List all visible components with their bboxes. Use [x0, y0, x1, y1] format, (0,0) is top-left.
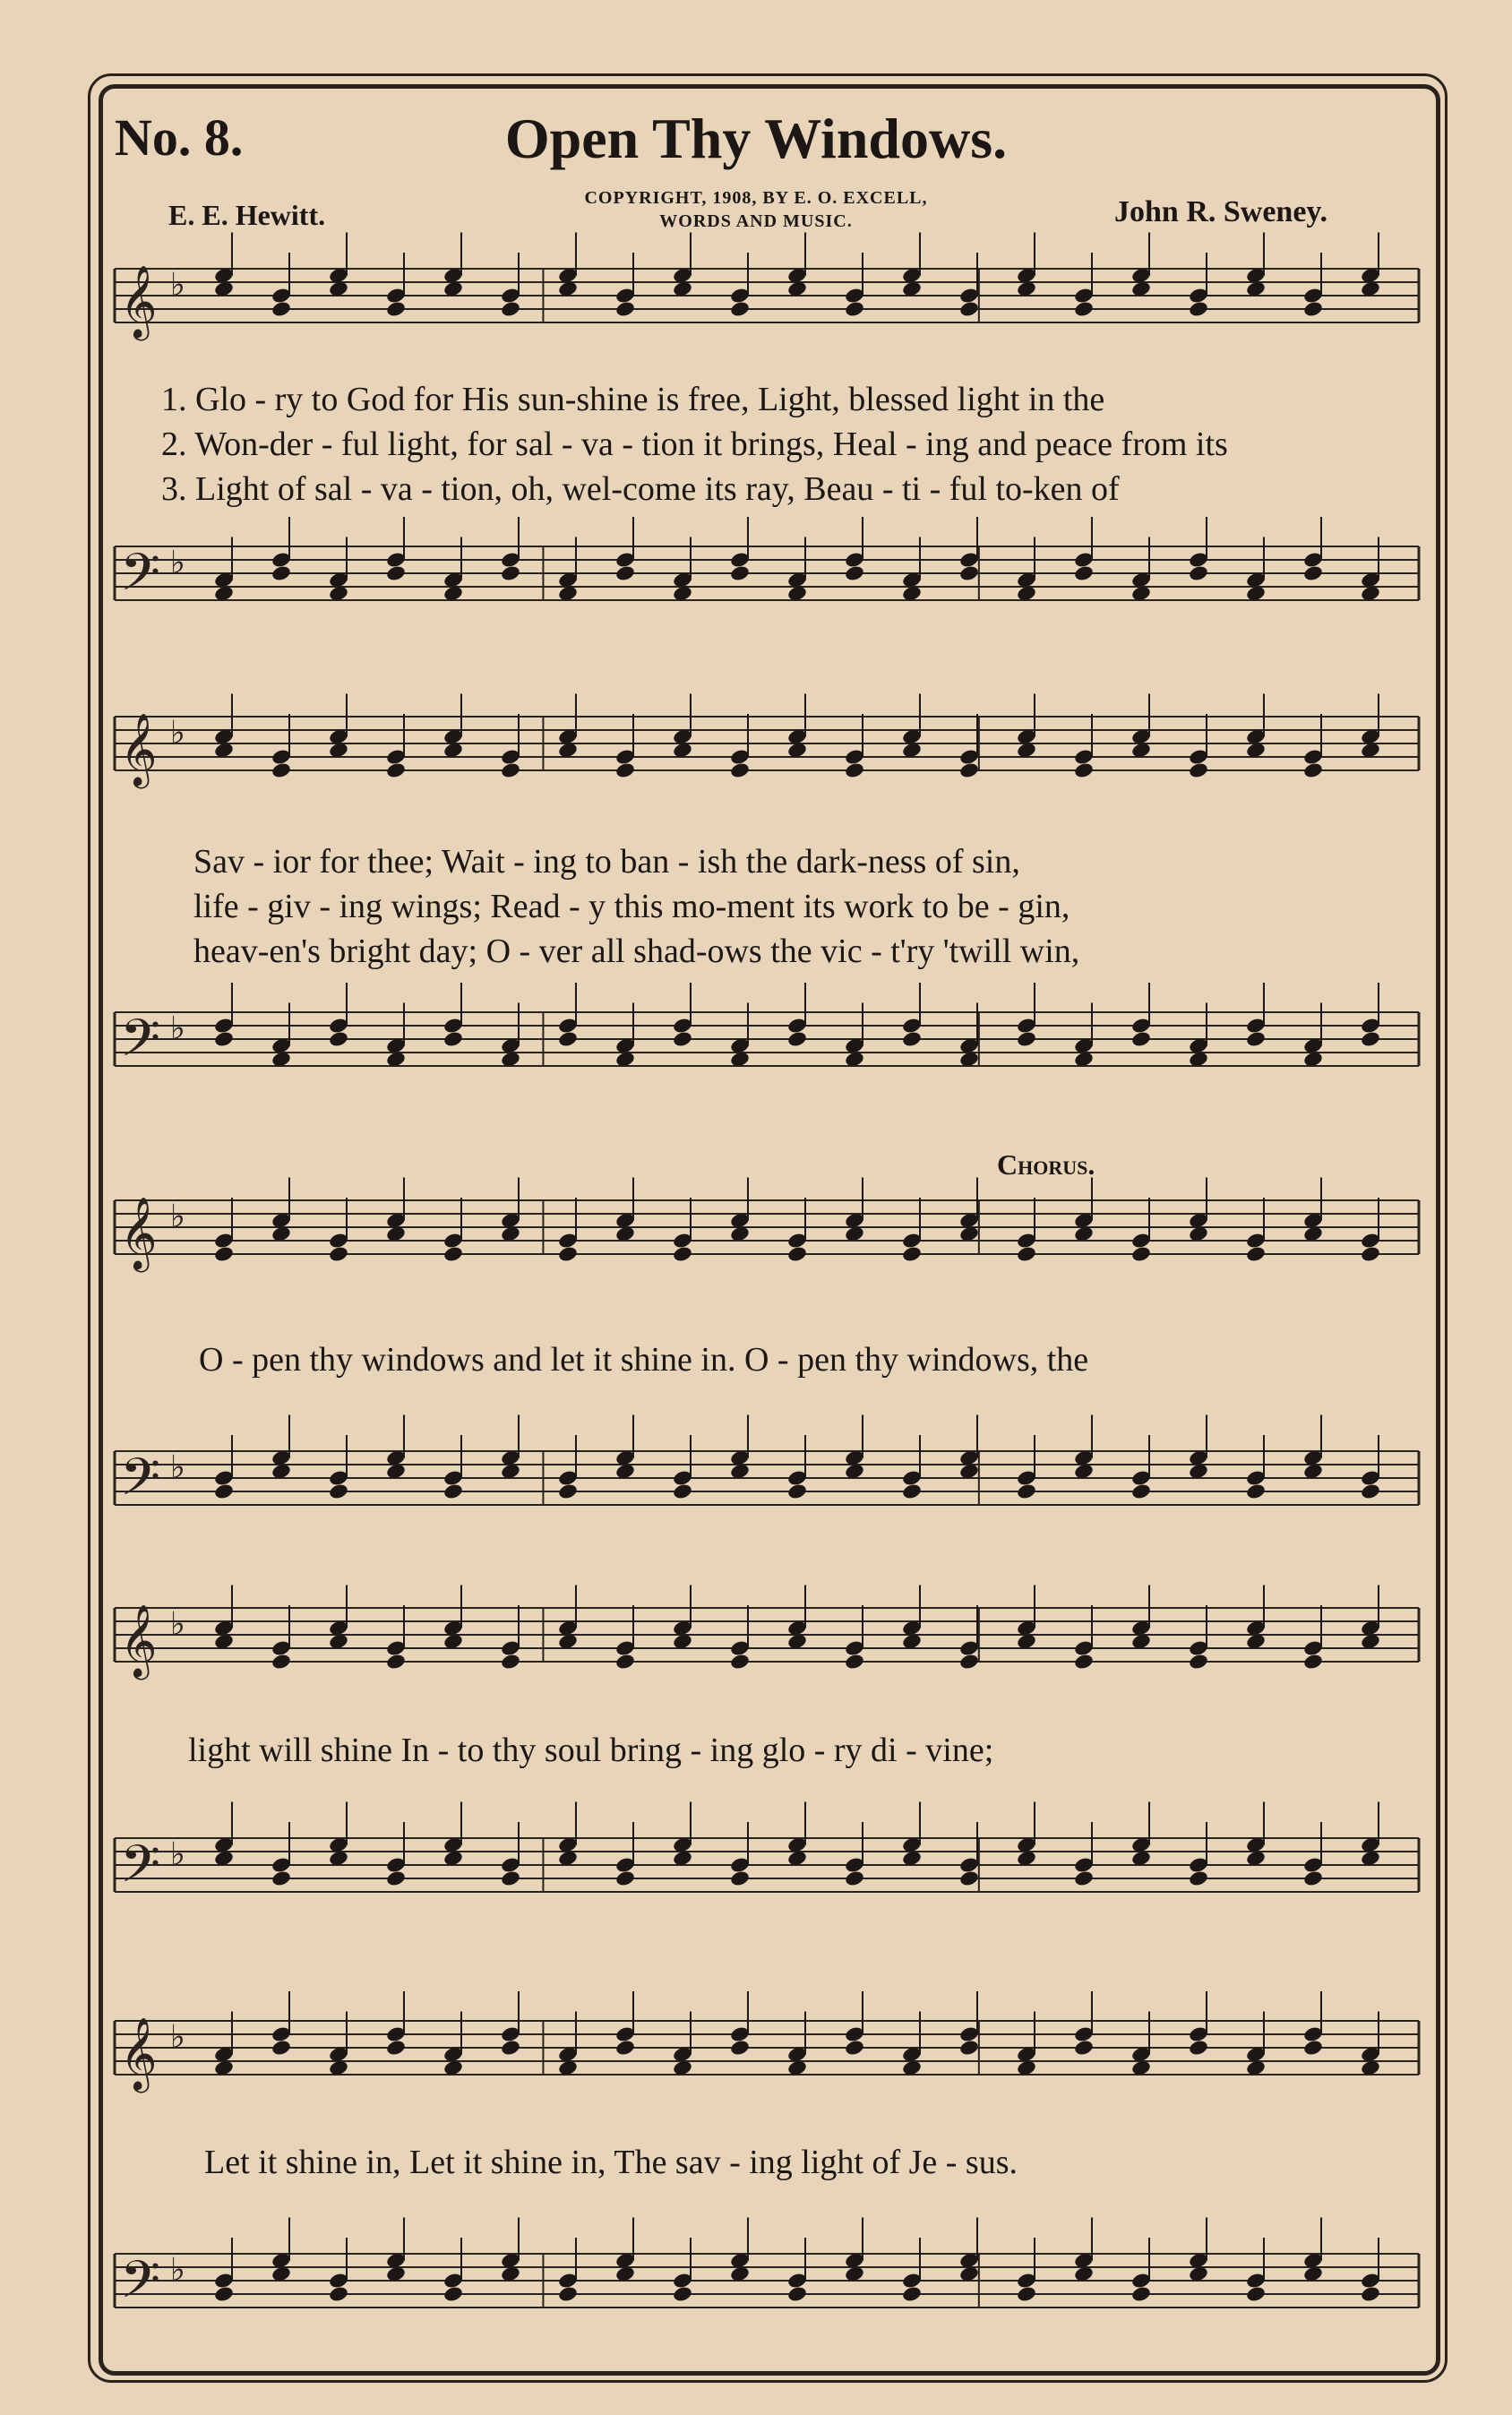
- notehead: [1073, 761, 1095, 779]
- staff-treble-1: [107, 251, 1428, 385]
- notehead: [1245, 1030, 1267, 1048]
- notehead: [385, 564, 407, 582]
- notehead: [1130, 2285, 1152, 2303]
- notehead: [958, 1869, 980, 1887]
- notehead: [500, 1653, 521, 1671]
- notehead: [614, 761, 636, 779]
- treble-clef-icon: 𝄞: [120, 2016, 158, 2090]
- notehead: [557, 1483, 579, 1500]
- notehead: [1073, 1653, 1095, 1671]
- notehead: [672, 1245, 693, 1263]
- key-signature-flat-icon: ♭: [170, 715, 185, 752]
- notehead: [786, 1245, 808, 1263]
- notehead: [1302, 761, 1324, 779]
- notehead: [729, 761, 751, 779]
- notehead: [1302, 1869, 1324, 1887]
- bass-clef-icon: 𝄢: [120, 542, 161, 615]
- treble-clef-icon: 𝄞: [120, 264, 158, 338]
- notehead: [1130, 1245, 1152, 1263]
- notehead: [844, 1869, 865, 1887]
- notehead: [729, 300, 751, 318]
- notehead: [557, 1030, 579, 1048]
- lyric-chorus-line3: Let it shine in, Let it shine in, The sav - ing light of Je - sus.: [204, 2144, 1018, 2181]
- notehead: [1016, 1245, 1037, 1263]
- bass-clef-icon: 𝄢: [120, 2249, 161, 2323]
- notehead: [1302, 300, 1324, 318]
- notehead: [614, 1653, 636, 1671]
- bass-clef-icon: 𝄢: [120, 1008, 161, 1081]
- notehead: [672, 1483, 693, 1500]
- notehead: [1245, 2285, 1267, 2303]
- notehead: [1188, 2039, 1209, 2057]
- notehead: [901, 1030, 923, 1048]
- notehead: [614, 300, 636, 318]
- notehead: [442, 1245, 464, 1263]
- notehead: [271, 761, 292, 779]
- copyright-notice: [0, 186, 1512, 233]
- composer-credit: John R. Sweney.: [1114, 195, 1328, 228]
- notehead: [271, 300, 292, 318]
- notehead: [1130, 1030, 1152, 1048]
- staff-bass-5: [107, 2236, 1428, 2370]
- treble-clef-icon: 𝄞: [120, 1603, 158, 1677]
- notehead: [442, 1483, 464, 1500]
- treble-clef-icon: 𝄞: [120, 712, 158, 786]
- lyric-verse2-line1: 2. Won-der - ful light, for sal - va - tion it brings, Heal - ing and peace from its: [161, 425, 1228, 463]
- copyright-line-2: WORDS AND MUSIC.: [659, 211, 853, 231]
- notehead: [213, 1030, 235, 1048]
- notehead: [958, 564, 980, 582]
- notehead: [1188, 1869, 1209, 1887]
- lyric-verse1-line1: 1. Glo - ry to God for His sun-shine is free, Light, blessed light in the: [161, 381, 1105, 418]
- notehead: [958, 2039, 980, 2057]
- lyric-chorus-line2: light will shine In - to thy soul bring - ing glo - ry di - vine;: [188, 1732, 994, 1769]
- lyric-chorus-line1: O - pen thy windows and let it shine in. O - pen thy windows, the: [199, 1341, 1089, 1379]
- staff-treble-2: [107, 699, 1428, 833]
- notehead: [213, 1245, 235, 1263]
- notehead: [1245, 1483, 1267, 1500]
- notehead: [1360, 1483, 1381, 1500]
- notehead: [213, 1483, 235, 1500]
- notehead: [385, 2039, 407, 2057]
- notehead: [500, 564, 521, 582]
- notehead: [271, 2039, 292, 2057]
- notehead: [901, 2285, 923, 2303]
- notehead: [1073, 300, 1095, 318]
- lyric-verse3-line2: heav-en's bright day; O - ver all shad-ows the vic - t'ry 'twill win,: [193, 932, 1080, 970]
- hymn-number: No. 8.: [115, 108, 244, 167]
- notehead: [844, 761, 865, 779]
- lyric-verse3-line1: 3. Light of sal - va - tion, oh, wel-come its ray, Beau - ti - ful to-ken of: [161, 470, 1120, 508]
- notehead: [442, 2285, 464, 2303]
- notehead: [1302, 1653, 1324, 1671]
- notehead: [500, 2039, 521, 2057]
- notehead: [901, 1245, 923, 1263]
- notehead: [1188, 564, 1209, 582]
- notehead: [1188, 300, 1209, 318]
- staff-treble-5: [107, 2003, 1428, 2137]
- key-signature-flat-icon: ♭: [170, 267, 185, 304]
- notehead: [271, 564, 292, 582]
- staff-treble-4: [107, 1590, 1428, 1724]
- notehead: [844, 2039, 865, 2057]
- key-signature-flat-icon: ♭: [170, 2019, 185, 2056]
- copyright-line-1: COPYRIGHT, 1908, BY E. O. EXCELL,: [584, 188, 928, 208]
- key-signature-flat-icon: ♭: [170, 1199, 185, 1235]
- staff-bass-2: [107, 994, 1428, 1129]
- chorus-label: Chorus.: [997, 1148, 1095, 1181]
- notehead: [328, 1245, 349, 1263]
- notehead: [500, 761, 521, 779]
- notehead: [328, 2285, 349, 2303]
- notehead: [385, 300, 407, 318]
- notehead: [1016, 2285, 1037, 2303]
- notehead: [958, 300, 980, 318]
- notehead: [672, 2285, 693, 2303]
- hymn-title: Open Thy Windows.: [504, 107, 1008, 170]
- notehead: [500, 300, 521, 318]
- notehead: [1245, 1245, 1267, 1263]
- key-signature-flat-icon: ♭: [170, 1449, 185, 1486]
- notehead: [1360, 1030, 1381, 1048]
- notehead: [844, 1653, 865, 1671]
- treble-clef-icon: 𝄞: [120, 1196, 158, 1269]
- bass-clef-icon: 𝄢: [120, 1447, 161, 1520]
- bass-clef-icon: 𝄢: [120, 1834, 161, 1907]
- staff-bass-4: [107, 1820, 1428, 1955]
- notehead: [786, 1030, 808, 1048]
- key-signature-flat-icon: ♭: [170, 1836, 185, 1873]
- notehead: [844, 300, 865, 318]
- notehead: [1188, 1653, 1209, 1671]
- notehead: [385, 761, 407, 779]
- staff-bass-1: [107, 529, 1428, 663]
- key-signature-flat-icon: ♭: [170, 1010, 185, 1047]
- notehead: [1360, 2285, 1381, 2303]
- notehead: [328, 1483, 349, 1500]
- staff-bass-3: [107, 1433, 1428, 1568]
- notehead: [271, 1653, 292, 1671]
- notehead: [901, 1483, 923, 1500]
- notehead: [958, 761, 980, 779]
- lyric-verse2-line2: life - giv - ing wings; Read - y this mo-ment its work to be - gin,: [193, 888, 1070, 925]
- notehead: [1130, 1483, 1152, 1500]
- notehead: [271, 1869, 292, 1887]
- notehead: [557, 1245, 579, 1263]
- notehead: [442, 1030, 464, 1048]
- notehead: [614, 1869, 636, 1887]
- notehead: [958, 1653, 980, 1671]
- notehead: [1073, 1869, 1095, 1887]
- notehead: [1016, 1483, 1037, 1500]
- key-signature-flat-icon: ♭: [170, 545, 185, 581]
- notehead: [844, 564, 865, 582]
- author-credit: E. E. Hewitt.: [168, 199, 326, 231]
- key-signature-flat-icon: ♭: [170, 1606, 185, 1643]
- notehead: [614, 2039, 636, 2057]
- notehead: [557, 2285, 579, 2303]
- staff-treble-3: [107, 1182, 1428, 1317]
- notehead: [1073, 2039, 1095, 2057]
- notehead: [213, 2285, 235, 2303]
- notehead: [1360, 1245, 1381, 1263]
- lyric-verse1-line2: Sav - ior for thee; Wait - ing to ban - ish the dark-ness of sin,: [193, 843, 1020, 881]
- notehead: [385, 1869, 407, 1887]
- notehead: [614, 564, 636, 582]
- notehead: [1073, 564, 1095, 582]
- notehead: [729, 1869, 751, 1887]
- notehead: [500, 1869, 521, 1887]
- notehead: [1188, 761, 1209, 779]
- notehead: [672, 1030, 693, 1048]
- notehead: [786, 1483, 808, 1500]
- notehead: [729, 564, 751, 582]
- notehead: [729, 2039, 751, 2057]
- notehead: [1302, 2039, 1324, 2057]
- notehead: [786, 2285, 808, 2303]
- notehead: [729, 1653, 751, 1671]
- notehead: [1016, 1030, 1037, 1048]
- notehead: [328, 1030, 349, 1048]
- notehead: [1302, 564, 1324, 582]
- key-signature-flat-icon: ♭: [170, 2252, 185, 2289]
- notehead: [385, 1653, 407, 1671]
